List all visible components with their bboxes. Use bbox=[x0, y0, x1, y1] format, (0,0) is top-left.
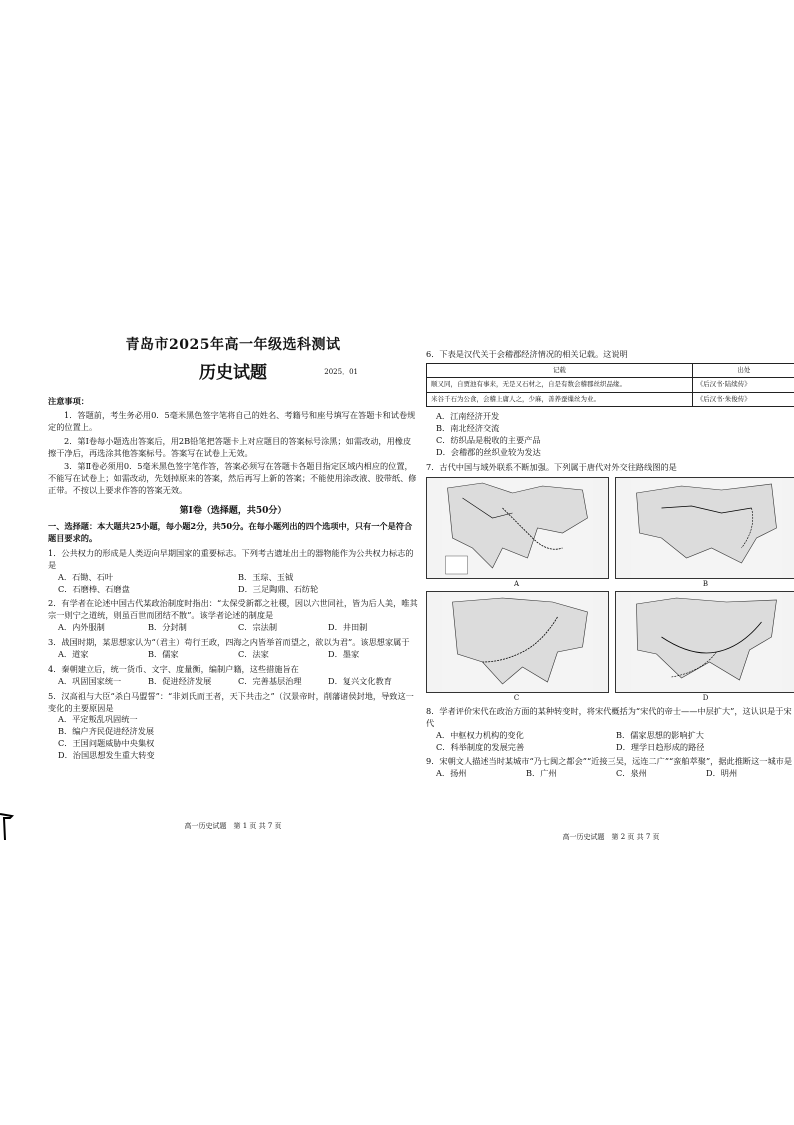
option: C．法家 bbox=[238, 649, 269, 660]
map-option-d bbox=[615, 591, 794, 703]
scan-mark bbox=[0, 812, 14, 842]
page-footer: 高一历史试题 第 2 页 共 7 页 bbox=[562, 832, 660, 841]
option: A．内外服制 bbox=[58, 622, 105, 633]
question-9 bbox=[426, 756, 794, 780]
question-stem: 8．学者评价宋代在政治方面的某种转变时，将宋代概括为“宋代的帝士——中层扩大”，这认识是于宋代 bbox=[426, 705, 792, 728]
option: C．纺织品是税收的主要产品 bbox=[436, 434, 541, 445]
right-page bbox=[426, 346, 794, 841]
map-label: D bbox=[702, 693, 709, 702]
table-row bbox=[427, 392, 794, 406]
option: B．广州 bbox=[526, 768, 557, 779]
table-cell: 《后汉书·朱俊传》 bbox=[692, 392, 794, 406]
map-option-b bbox=[615, 477, 794, 589]
option: A．石锄、石叶 bbox=[58, 571, 114, 582]
question-2 bbox=[48, 598, 418, 634]
section-intro: 一、选择题：本大题共25小题，每小题2分，共50分。在每小题列出的四个选项中，只有一个是符合题目要求的。 bbox=[48, 521, 413, 543]
option: B．分封制 bbox=[148, 622, 187, 633]
option: A．平定叛乱巩固统一 bbox=[58, 714, 138, 725]
option: C．泉州 bbox=[616, 768, 647, 779]
question-stem: 9．宋朝文人描述当时某城市“乃七闽之都会”“近接三吴，远连二广”“蛮舶萃聚”，据此推断这一城市是 bbox=[426, 756, 793, 767]
table-cell: 顺又同，自贾池有事来，无是又石材之，自是有数会稽郡丝织品缘。 bbox=[427, 378, 693, 392]
option: D．治国思想发生重大转变 bbox=[58, 750, 155, 761]
question-3 bbox=[48, 637, 418, 661]
notice-title: 注意事项： bbox=[48, 395, 89, 406]
option: B．儒家 bbox=[148, 649, 179, 660]
question-1 bbox=[48, 548, 418, 596]
option: A．中枢权力机构的变化 bbox=[436, 729, 524, 740]
option: A．巩固国家统一 bbox=[58, 675, 122, 686]
route-map-c bbox=[426, 591, 609, 693]
exam-subtitle bbox=[48, 361, 418, 386]
option: C．石磨棒、石磨盘 bbox=[58, 583, 130, 594]
option: C．王国问题威胁中央集权 bbox=[58, 738, 155, 749]
question-stem: 7．古代中国与域外联系不断加强。下列属于唐代对外交往路线图的是 bbox=[426, 461, 677, 472]
question-5 bbox=[48, 691, 418, 762]
question-8 bbox=[426, 706, 794, 754]
option: C．科举制度的发展完善 bbox=[436, 741, 525, 752]
map-label: A bbox=[513, 579, 520, 588]
route-map-b bbox=[615, 477, 794, 579]
option: D．复兴文化教育 bbox=[328, 675, 392, 686]
map-label: C bbox=[513, 693, 520, 702]
map-option-c bbox=[426, 591, 607, 703]
option: D．明州 bbox=[706, 768, 738, 779]
notice-item: 2．第Ⅰ卷每小题选出答案后，用2B铅笔把答题卡上对应题目的答案标号涂黑；如需改动，用橡皮擦干净后，再选涂其他答案标号。答案写在试卷上无效。 bbox=[48, 435, 412, 458]
route-map-d bbox=[615, 591, 794, 693]
page-footer: 高一历史试题 第 1 页 共 7 页 bbox=[184, 821, 282, 830]
exam-title: 青岛市2025年高一年级选科测试 bbox=[125, 337, 341, 353]
option: C．宗法制 bbox=[238, 622, 278, 633]
option: A．江南经济开发 bbox=[436, 411, 500, 422]
question-stem: 3．战国时期，某思想家认为“（君主）苟行王政，四海之内皆举首而望之，欲以为君”。该思想家属于 bbox=[48, 637, 410, 648]
option: D．会稽郡的丝织业较为发达 bbox=[436, 446, 541, 457]
question-stem: 6．下表是汉代关于会稽郡经济情况的相关记载。这说明 bbox=[426, 349, 628, 359]
question-stem: 5．汉高祖与大臣“杀白马盟誓”：“非刘氏而王者，天下共击之”（汉景帝时，削藩诸侯封地，导致这一变化的主要原因是 bbox=[48, 690, 414, 713]
notice-item: 3．第Ⅱ卷必须用0．5毫米黑色签字笔作答，答案必须写在答题卡各题目指定区域内相应的位置，不能写在试卷上；如需改动，先划掉原来的答案，然后再写上新的答案；不能使用涂改液、胶带纸、修正带。不按以上要求作答的答案无效。 bbox=[48, 461, 417, 496]
route-map-a bbox=[426, 477, 609, 579]
question-stem: 4．秦朝建立后，统一货币、文字、度量衡，编制户籍，这些措施旨在 bbox=[48, 663, 299, 674]
question-7 bbox=[426, 462, 794, 703]
left-page bbox=[48, 335, 418, 830]
map-option-a bbox=[426, 477, 607, 589]
records-table bbox=[426, 363, 794, 407]
table-cell: 《后汉书·陆续传》 bbox=[692, 378, 794, 392]
option: B．南北经济交流 bbox=[436, 423, 500, 434]
exam-date: 2025．01 bbox=[324, 368, 358, 377]
option: B．玉琮、玉钺 bbox=[238, 571, 294, 582]
option: A．道家 bbox=[58, 649, 89, 660]
option: A．扬州 bbox=[436, 768, 467, 779]
table-cell: 米谷千石为公食，会稽上庸人之，少麻，善养蚕缫丝为业。 bbox=[427, 392, 693, 406]
map-label: B bbox=[702, 579, 709, 588]
subject-title: 历史试题 bbox=[199, 363, 267, 384]
table-header: 记载 bbox=[427, 363, 693, 377]
table-header: 出处 bbox=[692, 363, 794, 377]
question-stem: 2．有学者在论述中国古代某政治制度时指出：“太保受新都之社稷，因以六世同社，皆为后人美，唯其宗一则宁之道统，则虽百世而团结不散”。该学者论述的制度是 bbox=[48, 598, 418, 621]
question-6 bbox=[426, 349, 794, 459]
option: D．三足陶鼎、石纺轮 bbox=[238, 583, 319, 594]
section-heading: 第Ⅰ卷（选择题，共50分） bbox=[179, 506, 287, 517]
option: B．儒家思想的影响扩大 bbox=[616, 729, 704, 740]
option: B．促进经济发展 bbox=[148, 675, 212, 686]
question-4 bbox=[48, 664, 418, 688]
option: C．完善基层治理 bbox=[238, 675, 302, 686]
notice-item: 1．答题前，考生务必用0．5毫米黑色签字笔将自己的姓名、考籍号和座号填写在答题卡和试卷规定的位置上。 bbox=[48, 409, 416, 432]
table-row bbox=[427, 378, 794, 392]
option: D．理学日趋形成的路径 bbox=[616, 741, 705, 752]
option: B．编户齐民促进经济发展 bbox=[58, 726, 155, 737]
option: D．墨家 bbox=[328, 649, 360, 660]
question-stem: 1．公共权力的形成是人类迈向早期国家的重要标志。下列考古遗址出土的器物能作为公共权力标志的是 bbox=[48, 547, 414, 570]
option: D．井田制 bbox=[328, 622, 368, 633]
